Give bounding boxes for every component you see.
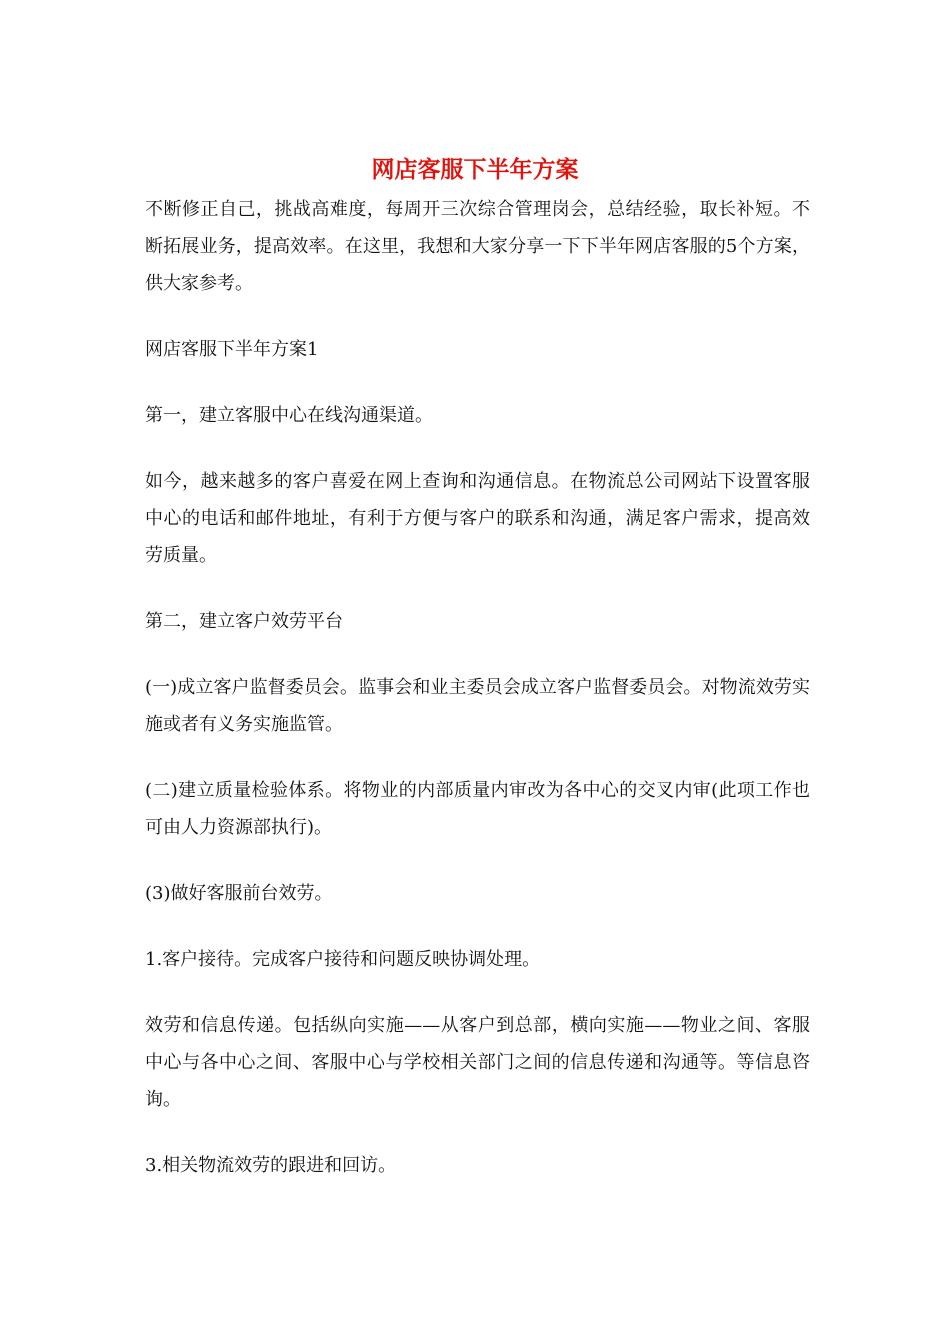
paragraph-quality-system: (二)建立质量检验体系。将物业的内部质量内审改为各中心的交叉内审(此项工作也可由人力资源部执行)。 <box>145 780 810 838</box>
paragraph-second-point: 第二，建立客户效劳平台 <box>145 611 343 632</box>
paragraph-reception: 1.客户接待。完成客户接待和问题反映协调处理。 <box>145 949 541 970</box>
paragraph-supervision-committee: (一)成立客户监督委员会。监事会和业主委员会成立客户监督委员会。对物流效劳实施或者有义务实施监管。 <box>145 677 810 735</box>
paragraph-intro: 不断修正自己，挑战高难度，每周开三次综合管理岗会，总结经验，取长补短。不断拓展业务，提高效率。在这里，我想和大家分享一下下半年网店客服的5个方案，供大家参考。 <box>145 199 810 294</box>
paragraph-online-channel: 如今，越来越多的客户喜爱在网上查询和沟通信息。在物流总公司网站下设置客服中心的电话和邮件地址，有利于方便与客户的联系和沟通，满足客户需求，提高效劳质量。 <box>145 471 810 566</box>
document-title: 网店客服下半年方案 <box>371 156 579 183</box>
paragraph-first-point: 第一，建立客服中心在线沟通渠道。 <box>145 405 433 426</box>
document-body <box>145 191 810 1184</box>
paragraph-front-desk: (3)做好客服前台效劳。 <box>145 883 333 904</box>
paragraph-follow-up: 3.相关物流效劳的跟进和回访。 <box>145 1155 397 1176</box>
paragraph-information-transfer: 效劳和信息传递。包括纵向实施——从客户到总部，横向实施——物业之间、客服中心与各中心之间、客服中心与学校相关部门之间的信息传递和沟通等。等信息咨询。 <box>145 1015 810 1110</box>
paragraph-plan-heading: 网店客服下半年方案1 <box>145 339 319 360</box>
